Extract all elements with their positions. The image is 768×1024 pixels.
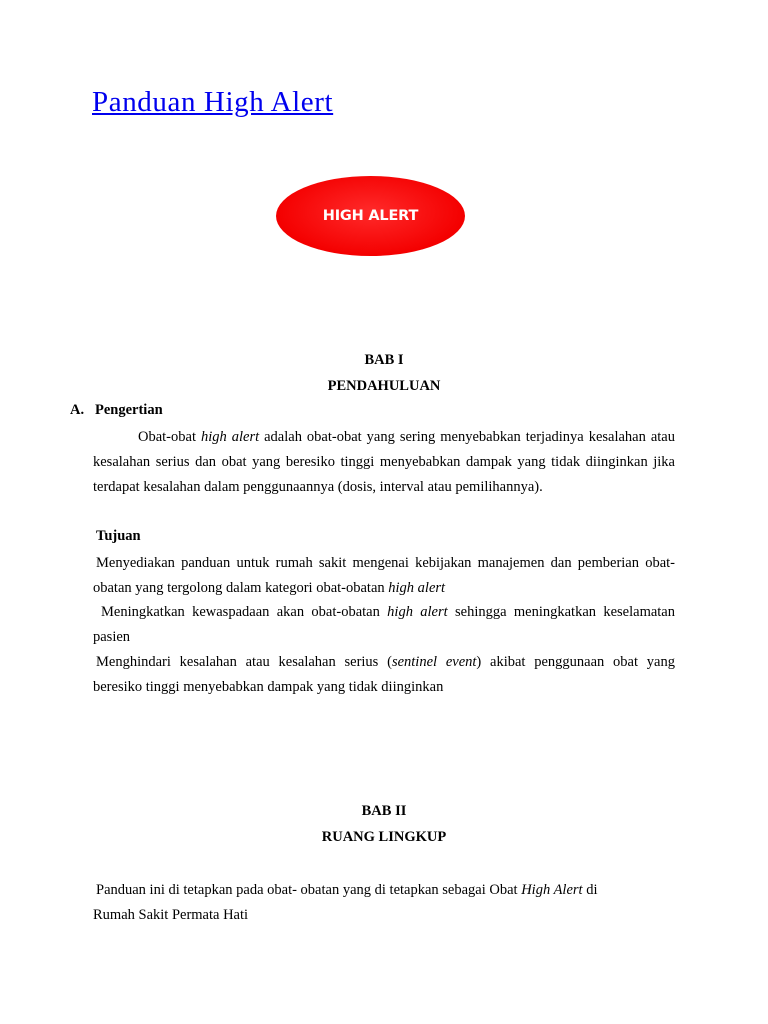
high-alert-badge	[276, 176, 465, 256]
chapter-1-heading: PENDAHULUAN	[327, 378, 441, 394]
chapter-2-heading: RUANG LINGKUP	[321, 829, 447, 845]
tujuan-item-3-text-a: Menghindari kesalahan atau kesalahan serius (	[96, 654, 392, 670]
scope-line-2: Rumah Sakit Permata Hati	[93, 907, 249, 923]
definition-paragraph	[93, 425, 675, 500]
tujuan-item-2-text-a: Meningkatkan kewaspadaan akan obat-obatan	[101, 604, 388, 620]
scope-line-1	[93, 878, 675, 903]
section-a-title: Pengertian	[95, 402, 163, 418]
tujuan-item-2-emphasis: high alert	[387, 604, 448, 620]
definition-text-2: adalah obat-obat yang sering menyebabkan terjadinya kesalahan atau kesalahan serius dan obat yang beresiko tinggi menyebabkan dampak yang tidak diinginkan jika terdapat kesalahan dalam penggunaannya (dosis, interval atau pemilihannya).	[93, 429, 675, 495]
tujuan-item-1	[93, 551, 675, 601]
chapter-2-number: BAB II	[361, 803, 407, 819]
definition-emphasis: high alert	[200, 429, 260, 445]
tujuan-item-1-text: Menyediakan panduan untuk rumah sakit mengenai kebijakan manajemen dan pemberian obat-obatan yang tergolong dalam kategori obat-obatan	[93, 555, 675, 596]
tujuan-item-2	[93, 600, 675, 650]
tujuan-item-1-emphasis: high alert	[388, 580, 446, 596]
definition-text-1: Obat-obat	[138, 429, 201, 445]
document-title[interactable]: Panduan High Alert	[92, 86, 334, 118]
tujuan-item-2-text-b: sehingga meningkatkan keselamatan pasien	[93, 604, 675, 645]
section-a-marker: A.	[70, 402, 85, 418]
tujuan-item-3	[93, 650, 675, 700]
tujuan-item-3-text-b: ) akibat penggunaan obat yang beresiko tinggi menyebabkan dampak yang tidak diinginkan	[93, 654, 675, 695]
scope-emphasis: High Alert	[521, 882, 583, 898]
tujuan-heading: Tujuan	[96, 528, 141, 544]
scope-text-b: di	[582, 882, 598, 898]
high-alert-badge-label: HIGH ALERT	[322, 208, 419, 224]
chapter-1-number: BAB I	[364, 352, 404, 368]
scope-text-a: Panduan ini di tetapkan pada obat- obatan yang di tetapkan sebagai Obat	[96, 882, 522, 898]
tujuan-item-3-emphasis: sentinel event	[391, 654, 477, 670]
section-a-heading	[70, 402, 163, 419]
